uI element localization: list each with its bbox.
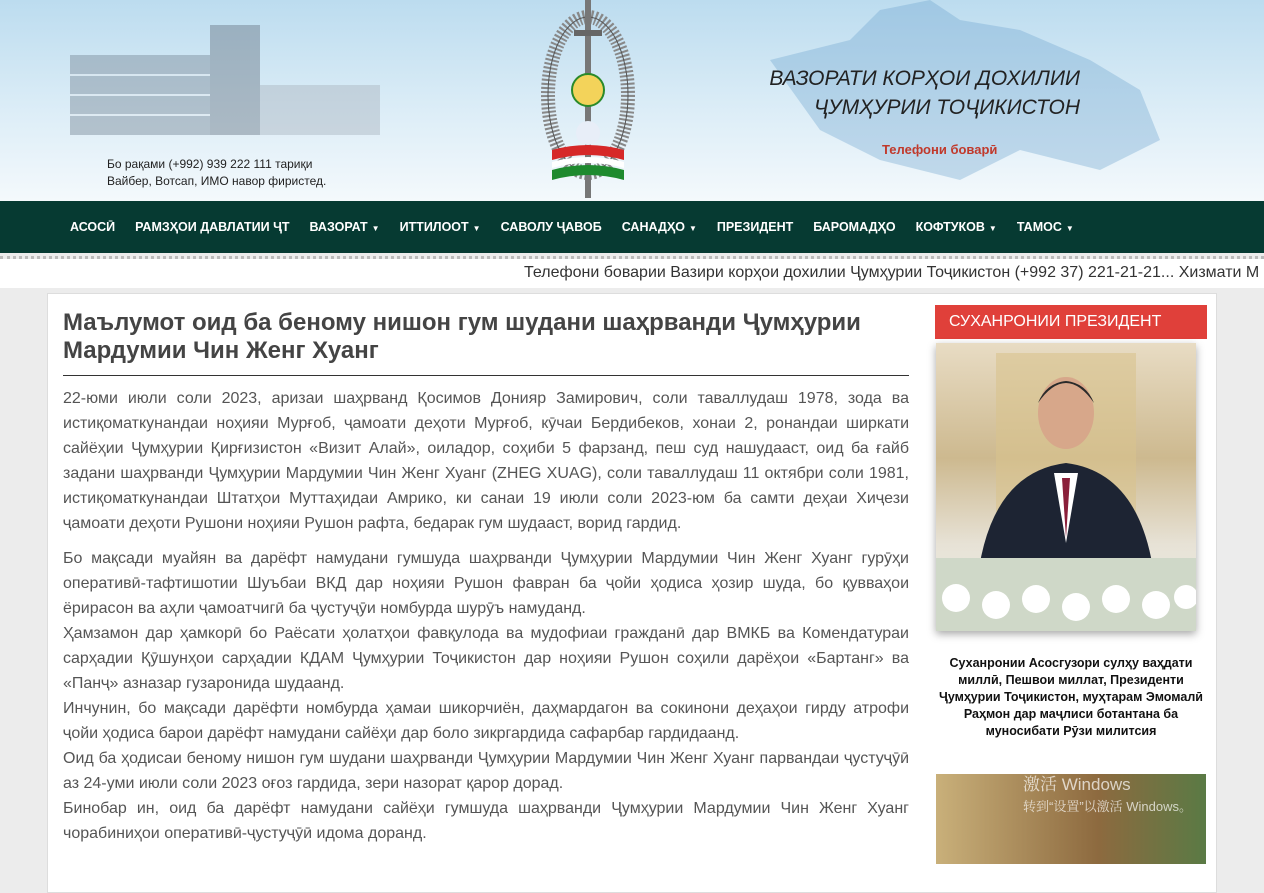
nav-label: ИТТИЛООТ xyxy=(399,220,469,234)
nav-label: РАМЗҲОИ ДАВЛАТИИ ҶТ xyxy=(135,220,290,234)
ministry-name-line2: ҶУМҲУРИИ ТОҶИКИСТОН xyxy=(814,96,1080,119)
photo-caption[interactable]: Суханронии Асосгузори сулҳу ваҳдати миллӣ, Пешвои миллат, Президенти Ҷумҳурии Тоҷикистон, муҳтарам Эмомалӣ Раҳмон дар маҷлиси ботантана ба муносибати Рӯзи милитсия xyxy=(939,656,1203,738)
news-ticker xyxy=(0,259,1264,288)
nav-item-president[interactable] xyxy=(707,220,803,234)
sidebar-heading[interactable]: СУХАНРОНИИ ПРЕЗИДЕНТ xyxy=(935,305,1207,339)
nav-label: ВАЗОРАТ xyxy=(309,220,368,234)
phone-note-line1: Бо рақами (+992) 939 222 111 тариқи xyxy=(107,157,313,171)
main-nav xyxy=(0,201,1264,253)
nav-item-contact[interactable] xyxy=(1007,220,1084,234)
ministry-name xyxy=(680,64,1080,122)
ticker-text[interactable]: Телефони боварии Вазири корҳои дохилии Ҷумҳурии Тоҷикистон (+992 37) 221-21-21... Хизмати М xyxy=(524,264,1260,281)
phone-note xyxy=(107,156,326,190)
nav-label: САВОЛУ ҶАВОБ xyxy=(500,220,602,234)
article xyxy=(63,309,909,846)
caret-down-icon: ▼ xyxy=(1065,224,1074,233)
article-paragraph: Инчунин, бо мақсади дарёфти номбурда ҳамаи шикорчиён, даҳмардагон ва сокинони деҳаҳои гирду атрофи ҷойи ҳодиса барои дарёфт намудани сайёҳи дар боло зикргардида сафарбар гардидаанд. xyxy=(63,700,909,742)
secondary-photo[interactable] xyxy=(936,774,1206,864)
nav-label: КОФТУКОВ xyxy=(915,220,985,234)
ministry-emblem-logo[interactable] xyxy=(540,0,636,200)
nav-label: ТАМОС xyxy=(1016,220,1062,234)
article-paragraph: Оид ба ҳодисаи беному нишон гум шудани шаҳрванди Ҷумҳурии Мардумии Чин Женг Хуанг парвандаи ҷустуҷӯӣ аз 24-уми июли соли 2023 оғоз гардида, зери назорат қарор дорад. xyxy=(63,750,909,792)
windows-activation-watermark xyxy=(1023,774,1192,818)
nav-label: САНАДҲО xyxy=(621,220,685,234)
article-paragraph: Бинобар ин, оид ба дарёфт намудани сайёҳи гумшуда шаҳрванди Ҷумҳурии Мардумии Чин Женг Хуанг чорабиниҳои оперативӣ-ҷустуҷӯӣ идома доранд. xyxy=(63,800,909,842)
article-title: Маълумот оид ба беному нишон гум шудани шаҳрванди Ҷумҳурии Мардумии Чин Женг Хуанг xyxy=(63,309,909,376)
caret-down-icon: ▼ xyxy=(688,224,697,233)
president-photo[interactable] xyxy=(936,343,1196,631)
nav-label: БАРОМАДҲО xyxy=(813,220,896,234)
president-figure-image xyxy=(936,343,1196,631)
trust-phone-link[interactable]: Телефони боварӣ xyxy=(882,142,998,157)
watermark-line1: 激活 Windows xyxy=(1023,775,1131,794)
nav-label: ПРЕЗИДЕНТ xyxy=(716,220,794,234)
nav-item-faq[interactable] xyxy=(491,220,612,234)
nav-item-information[interactable] xyxy=(390,220,491,234)
article-paragraph: Бо мақсади муайян ва дарёфт намудани гумшуда шаҳрванди Ҷумҳурии Мардумии Чин Женг Хуанг гурӯҳи оперативӣ-тафтишотии Шуъбаи ВКД дар ноҳияи Рушон фавран ба ҷойи ҳодиса ҳозир шуда, бо қувваҳои ёрирасон ва аҳли ҷамоатчигӣ ба ҷустуҷӯи номбурда шурӯъ намуданд. xyxy=(63,550,909,617)
caret-down-icon: ▼ xyxy=(988,224,997,233)
nav-item-ministry[interactable] xyxy=(300,220,390,234)
article-paragraph: 22-юми июли соли 2023, аризаи шаҳрванд Қосимов Донияр Замирович, соли таваллудаш 1978, зода ва истиқоматкунандаи ноҳияи Мурғоб, ҷамоати деҳоти Мурғоб, кӯчаи Бердибеков, хонаи 2, ронандаи ширкати сайёҳии Ҷумҳурии Қирғизистон «Визит Алай», оиладор, соҳиби 5 фарзанд, пеш суд нашудааст, оид ба ғайб задани шаҳрванди Ҷумҳурии Мардумии Чин Женг Хуанг (ZHEG XUAG), соли таваллудаш 11 октябри соли 1981, истиқоматкунандаи Штатҳои Муттаҳидаи Амрико, ки санаи 19 июли соли 2023-юм ба самти деҳаи Хиҷези ҷамоати деҳоти Рушони ноҳияи Рушон рафта, бедарак гум шудааст, ворид гардид. xyxy=(63,390,909,532)
ministry-name-line1: ВАЗОРАТИ КОРҲОИ ДОХИЛИИ xyxy=(769,67,1080,90)
main-content xyxy=(47,293,1217,893)
site-header xyxy=(0,0,1264,201)
caret-down-icon: ▼ xyxy=(371,224,380,233)
article-paragraph: Ҳамзамон дар ҳамкорӣ бо Раёсати ҳолатҳои фавқулода ва мудофиаи гражданӣ дар ВМКБ ва Комендатураи сарҳадии Қӯшунҳои сарҳадии КДАМ Ҷумҳурии Тоҷикистон дар ноҳияи Рушон соҳили дарёҳои «Бартанг» ва «Панҷ» азназар гузаронида шудаанд. xyxy=(63,625,909,692)
nav-item-speeches[interactable] xyxy=(803,220,905,234)
nav-item-state-symbols[interactable] xyxy=(125,220,299,234)
sidebar xyxy=(935,305,1207,864)
nav-item-home[interactable] xyxy=(60,220,125,234)
building-image xyxy=(60,15,390,140)
caret-down-icon: ▼ xyxy=(472,224,481,233)
phone-note-line2: Вайбер, Вотсап, ИМО навор фиристед. xyxy=(107,174,327,188)
nav-item-documents[interactable] xyxy=(612,220,707,234)
watermark-line2: 转到“设置”以激活 Windows。 xyxy=(1023,799,1193,814)
article-body xyxy=(63,386,909,846)
nav-label: АСОСӢ xyxy=(70,220,116,234)
nav-item-wanted[interactable] xyxy=(906,220,1007,234)
